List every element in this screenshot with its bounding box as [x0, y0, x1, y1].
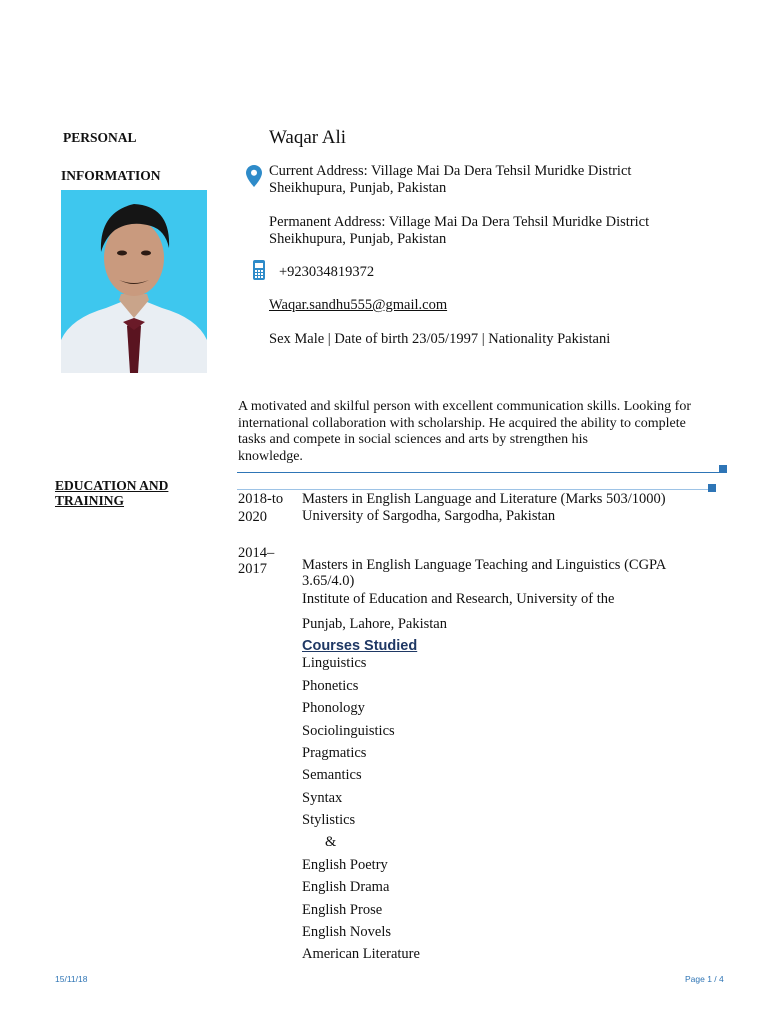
summary-line: knowledge. [238, 448, 303, 464]
education-label-line1: EDUCATION AND [55, 478, 169, 493]
personal-details: Sex Male | Date of birth 23/05/1997 | Nationality Pakistani [269, 331, 611, 347]
summary-line: tasks and compete in social sciences and arts by strengthen his [238, 432, 588, 447]
section-divider [237, 472, 719, 473]
edu-2-date-line1: 2014– [238, 545, 275, 561]
course-item: Phonetics [302, 678, 359, 694]
course-item: Sociolinguistics [302, 723, 395, 739]
footer-date: 15/11/18 [55, 974, 88, 984]
edu-2-title-line1: Masters in English Language Teaching and Linguistics (CGPA [302, 557, 667, 573]
course-item: Pragmatics [302, 745, 367, 761]
edu-2-date-line2: 2017 [238, 561, 267, 577]
location-pin-icon [246, 165, 262, 187]
course-item: English Prose [302, 902, 383, 918]
edu-1-date-line2: 2020 [238, 509, 267, 525]
summary-line: international collaboration with scholarship. He acquired the ability to complete [238, 415, 686, 431]
divider-square [708, 484, 716, 492]
edu-2-institution-line1: Institute of Education and Research, University of the [302, 591, 615, 607]
email-link[interactable]: Waqar.sandhu555@gmail.com [269, 297, 448, 313]
permanent-address-line2: Sheikhupura, Punjab, Pakistan [269, 231, 447, 247]
summary-line: A motivated and skilful person with excellent communication skills. Looking for [238, 399, 691, 414]
course-item: Phonology [302, 700, 365, 716]
phone-number: +923034819372 [279, 264, 375, 280]
courses-studied-heading: Courses Studied [302, 638, 418, 654]
section-divider-secondary [237, 489, 708, 490]
current-address-line1: Current Address: Village Mai Da Dera Tehsil Muridke District [269, 163, 632, 179]
course-item: English Drama [302, 879, 390, 895]
divider-square [719, 465, 727, 473]
course-item: Semantics [302, 767, 362, 783]
permanent-address-line1: Permanent Address: Village Mai Da Dera Tehsil Muridke District [269, 214, 650, 230]
mobile-phone-icon [252, 260, 266, 280]
course-item: Linguistics [302, 655, 367, 671]
edu-1-institution: University of Sargodha, Sargodha, Pakistan [302, 508, 556, 524]
footer-page-number: Page 1 / 4 [685, 974, 724, 984]
course-item: American Literature [302, 946, 420, 962]
education-label-line2: TRAINING [55, 493, 125, 508]
candidate-name: Waqar Ali [269, 127, 347, 148]
summary [238, 399, 691, 465]
edu-2-institution-line2: Punjab, Lahore, Pakistan [302, 616, 447, 632]
personal-info-label-line2: INFORMATION [61, 168, 161, 183]
current-address-line2: Sheikhupura, Punjab, Pakistan [269, 180, 447, 196]
course-item: English Novels [302, 924, 392, 940]
course-item: Stylistics [302, 812, 356, 828]
course-item: English Poetry [302, 857, 388, 873]
personal-info-label-line1: PERSONAL [63, 130, 137, 145]
edu-2-title-line2: 3.65/4.0) [302, 573, 355, 589]
edu-1-date-line1: 2018-to [238, 491, 284, 507]
edu-1-title: Masters in English Language and Literature (Marks 503/1000) [302, 491, 666, 507]
course-item: Syntax [302, 790, 343, 806]
profile-photo [61, 190, 207, 373]
course-item-ampersand: & [325, 834, 337, 850]
